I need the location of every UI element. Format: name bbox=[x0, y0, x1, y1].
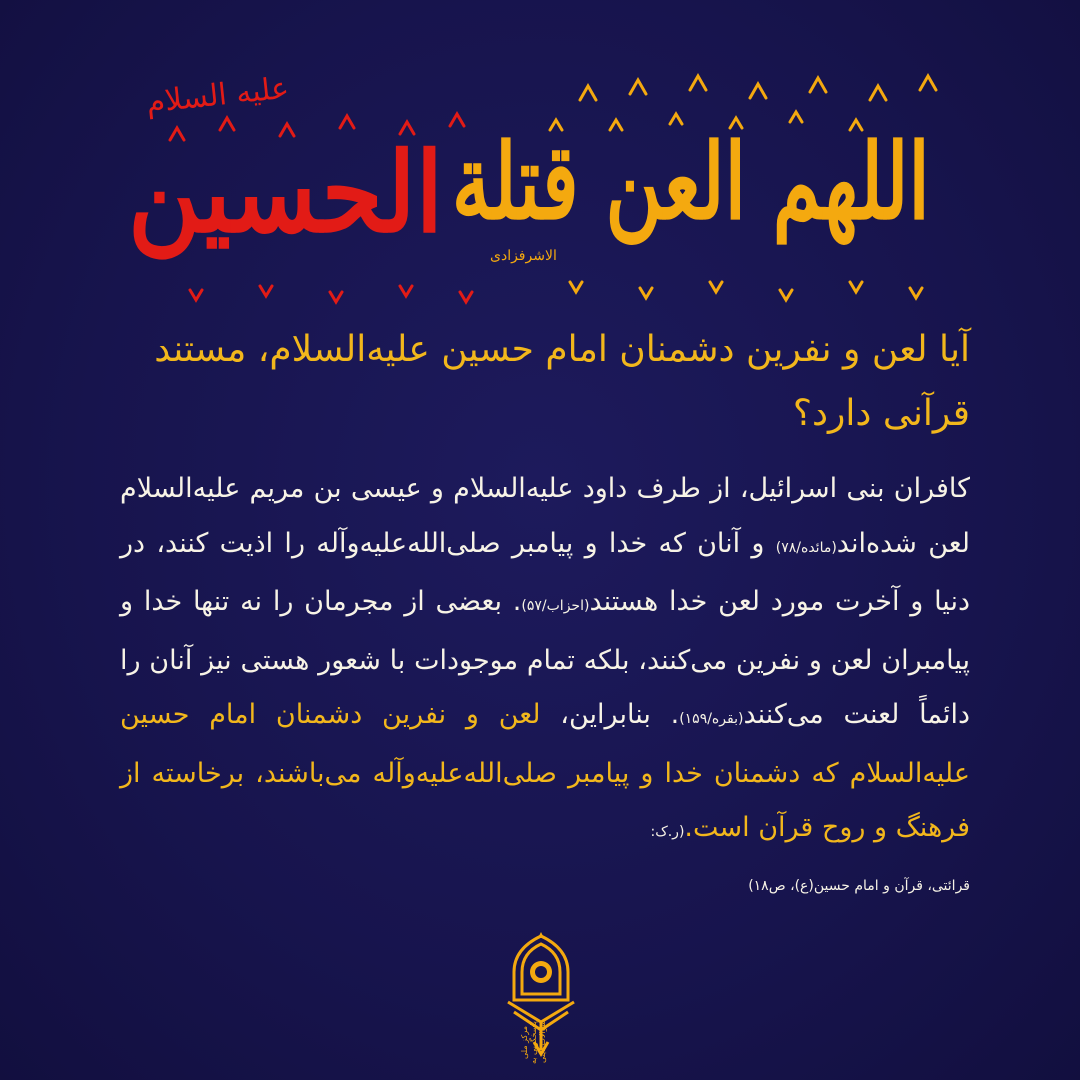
reference-baqarah: (بقره/۱۵۹) bbox=[679, 711, 744, 727]
source-reference: قرائتی، قرآن و امام حسین(ع)، ص۱۸) bbox=[748, 878, 970, 894]
calligraphy-gold-phrase: اللهم العن قتلة bbox=[452, 120, 930, 243]
reference-maedeh: (مائده/۷۸) bbox=[775, 539, 837, 556]
calligraphy-signature: الاشرفزادی bbox=[490, 248, 557, 264]
answer-part-4: . بنابراین، bbox=[540, 699, 680, 730]
answer-conclusion: لعن و نفرین دشمنان امام حسین علیه‌السلام که دشمنان خدا و پیامبر صلی‌الله‌علیه‌وآله می‌باشند، برخاسته از فرهنگ و روح قرآن است. bbox=[120, 699, 970, 843]
question-heading: آیا لعن و نفرین دشمنان امام حسین علیه‌السلام، مستند قرآنی دارد؟ bbox=[154, 329, 970, 434]
answer-part-2: و آنان که خدا و پیامبر صلی‌الله‌علیه‌وآله را اذیت کنند، در دنیا و آخرت مورد لعن خدا هستند bbox=[120, 527, 970, 617]
reference-see: (ر.ک: bbox=[650, 824, 685, 840]
calligraphy-header bbox=[110, 60, 970, 310]
calligraphy-red-small: علیه السلام bbox=[144, 70, 291, 121]
reference-ahzab: (احزاب/۵۷) bbox=[521, 598, 590, 614]
answer-part-1: کافران بنی اسرائیل، از طرف داود علیه‌السلام و عیسی بن مریم علیه‌السلام لعن شده‌اند bbox=[120, 473, 970, 559]
answer-paragraph bbox=[120, 462, 970, 860]
calligraphy-red-word: الحسین bbox=[128, 128, 444, 257]
logo-caption: مرکز ملی پاسخگویی به سؤالات دینی bbox=[520, 1020, 547, 1064]
answer-part-3: . بعضی از مجرمان را نه تنها خدا و پیامبران لعن و نفرین می‌کنند، بلکه تمام موجودات با شعور هستی نیز آنان را دائماً لعنت می‌کنند bbox=[120, 586, 970, 730]
